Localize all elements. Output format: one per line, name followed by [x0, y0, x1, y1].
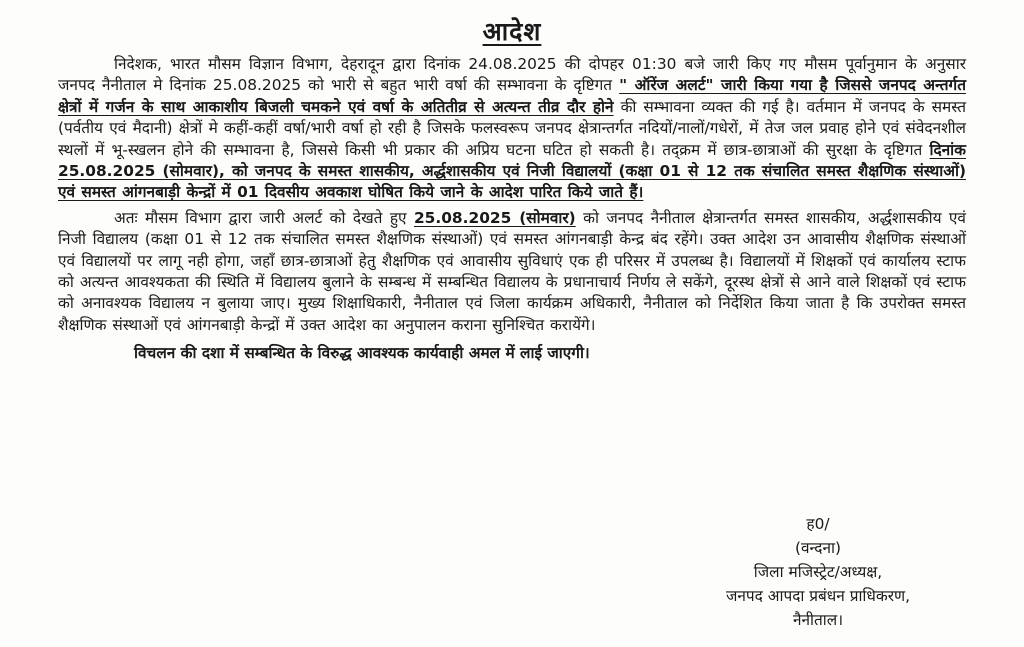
signatory-location: नैनीताल। — [792, 611, 844, 629]
closure-date: 25.08.2025 (सोमवार) — [413, 208, 576, 227]
signatory-designation: जिला मजिस्ट्रेट/अध्यक्ष, — [753, 563, 883, 581]
paragraph-1 — [58, 54, 966, 204]
signatory-authority: जनपद आपदा प्रबंधन प्राधिकरण, — [725, 587, 911, 605]
document-title: आदेश — [482, 17, 542, 46]
para2-text-b: को जनपद नैनीताल क्षेत्रान्तर्गत समस्त शासकीय, अर्द्धशासकीय एवं निजी विद्यालय (कक्षा 01 से 12 तक संचालित समस्त शैक्षणिक संस्थाओं) एवं समस्त आंगनबाड़ी केन्द्र बंद रहेंगे। उक्त आदेश उन आवासीय शैक्षणिक संस्थाओं एवं विद्यालयों पर लागू नही होगा, जहाँ छात्र-छात्राओं हेतु शैक्षणिक एवं आवासीय सुविधाएं एक ही परिसर में उपलब्ध है। विद्यालयों में शिक्षकों एवं कार्यालय स्टाफ को अत्यन्त आवश्यकता की स्थिति में विद्यालय बुलाने के सम्बन्ध में सम्बन्धित विद्यालय के प्रधानाचार्य निर्णय ले सकेंगे, दूरस्थ क्षेत्रों से आने वाले शिक्षकों एवं स्टाफ को अनावश्यक विद्यालय न बुलाया जाए। मुख्य शिक्षाधिकारी, नैनीताल एवं जिला कार्यक्रम अधिकारी, नैनीताल को निर्देशित किया जाता है कि उपरोक्त समस्त शैक्षणिक संस्थाओं एवं आंगनबाड़ी केन्द्रों में उक्त आदेश का अनुपालन कराना सुनिश्चित करायेंगे। — [58, 208, 966, 334]
paragraph-2 — [58, 208, 966, 336]
signature-mark: ह0/ — [806, 515, 830, 533]
holiday-declaration: दिनांक 25.08.2025 (सोमवार), को जनपद के समस्त शासकीय, अर्द्धशासकीय एवं निजी विद्यालयों (कक्षा 01 से 12 तक संचालित समस्त शैक्षणिक संस्थाओं) एवं समस्त आंगनबाड़ी केन्द्रों में 01 दिवसीय अवकाश घोषित किये जाने के आदेश पारित किये जाते हैं। — [58, 140, 966, 202]
para1-text-a: निदेशक, भारत मौसम विज्ञान विभाग, देहरादून द्वारा दिनांक 24.08.2025 की दोपहर 01:30 बजे जारी किए गए मौसम पूर्वानुमान के अनुसार जनपद नैनीताल मे दिनांक 25.08.2025 को भारी से बहुत भारी वर्षा की सम्भावना के दृष्टिगत — [58, 55, 966, 95]
para1-text-b: की सम्भावना व्यक्त की गई है। वर्तमान में जनपद के समस्त (पर्वतीय एवं मैदानी) क्षेत्रों मे कहीं-कहीं वर्षा/भारी वर्षा हो रही है जिसके फलस्वरूप जनपद क्षेत्रान्तर्गत नदियों/नालों/गधेरों, में तेज जल प्रवाह होने एवं संवेदनशील स्थलों में भू-स्खलन होने की सम्भावना है, जिससे किसी भी प्रकार की अप्रिय घटना घटित हो सकती है। तद्क्रम में छात्र-छात्राओं की सुरक्षा के दृष्टिगत — [58, 97, 966, 159]
violation-notice: विचलन की दशा में सम्बन्धित के विरुद्ध आवश्यक कार्यवाही अमल में लाई जाएगी। — [134, 344, 590, 363]
signatory-name: (वन्दना) — [794, 539, 842, 557]
para2-text-a: अतः मौसम विभाग द्वारा जारी अलर्ट को देखते हुए — [114, 208, 407, 227]
signature-block — [668, 512, 968, 632]
orange-alert-notice: " ऑरेंज अलर्ट" जारी किया गया है जिससे जनपद अन्तर्गत क्षेत्रों में गर्जन के साथ आकाशीय बिजली चमकने एवं वर्षा के अतितीव्र से अत्यन्त तीव्र दौर होने — [58, 76, 966, 116]
